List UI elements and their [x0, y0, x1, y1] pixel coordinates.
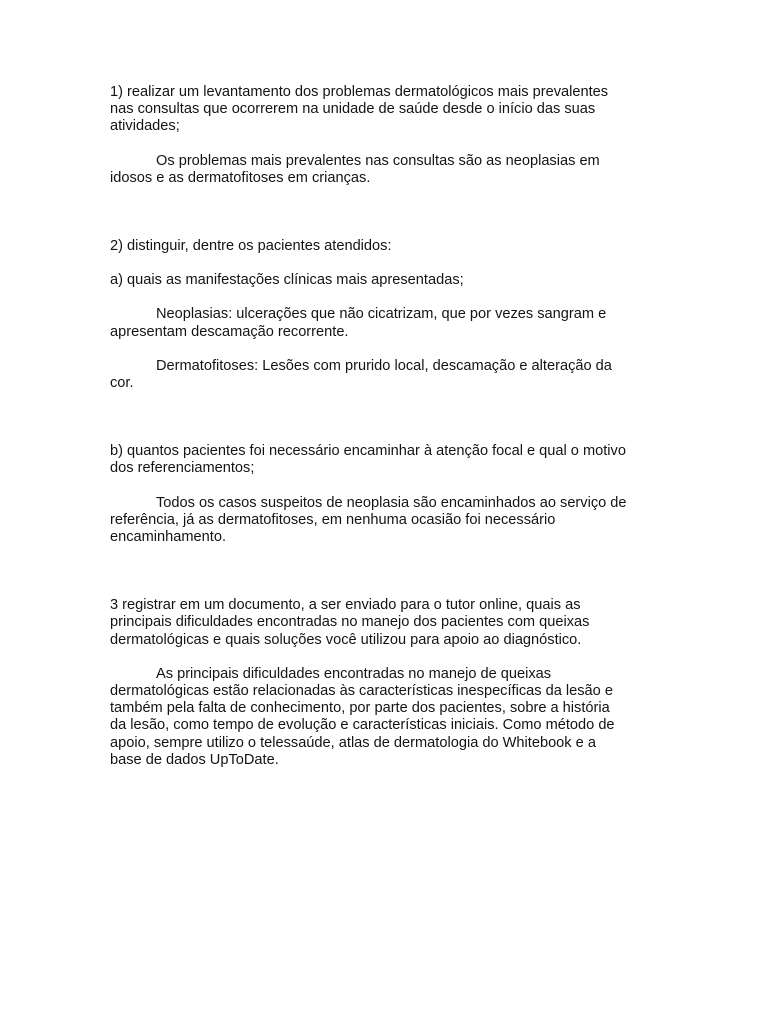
document-body	[110, 84, 650, 769]
question-3: 3 registrar em um documento, a ser enviado para o tutor online, quais as principais dificuldades encontradas no manejo dos pacientes com queixas dermatológicas e quais soluções você utilizou para apoio ao diagnóstico.	[110, 597, 590, 648]
answer-2a-dermatofitoses: Dermatofitoses: Lesões com prurido local, descamação e alteração da cor.	[110, 357, 612, 392]
question-2a: a) quais as manifestações clínicas mais apresentadas;	[110, 272, 464, 289]
question-2b: b) quantos pacientes foi necessário encaminhar à atenção focal e qual o motivo dos referenciamentos;	[110, 443, 626, 477]
answer-2b: Todos os casos suspeitos de neoplasia são encaminhados ao serviço de referência, já as dermatofitoses, em nenhuma ocasião foi necessário encaminhamento.	[110, 494, 627, 546]
question-1: 1) realizar um levantamento dos problemas dermatológicos mais prevalentes nas consultas que ocorrerem na unidade de saúde desde o início das suas atividades;	[110, 84, 609, 135]
answer-3: As principais dificuldades encontradas no manejo de queixas dermatológicas estão relacionadas às características inespecíficas da lesão e também pela falta de conhecimento, por parte dos pacientes, sobre a história da lesão, como tempo de evolução e características iniciais. Como método de apoio, sempre utilizo o telessaúde, atlas de dermatologia do Whitebook e a base de dados UpToDate.	[110, 665, 615, 768]
answer-1: Os problemas mais prevalentes nas consultas são as neoplasias em idosos e as dermatofitoses em crianças.	[110, 152, 600, 186]
answer-2a-neoplasias: Neoplasias: ulcerações que não cicatrizam, que por vezes sangram e apresentam descamação recorrente.	[110, 306, 607, 340]
question-2: 2) distinguir, dentre os pacientes atendidos:	[110, 238, 392, 255]
